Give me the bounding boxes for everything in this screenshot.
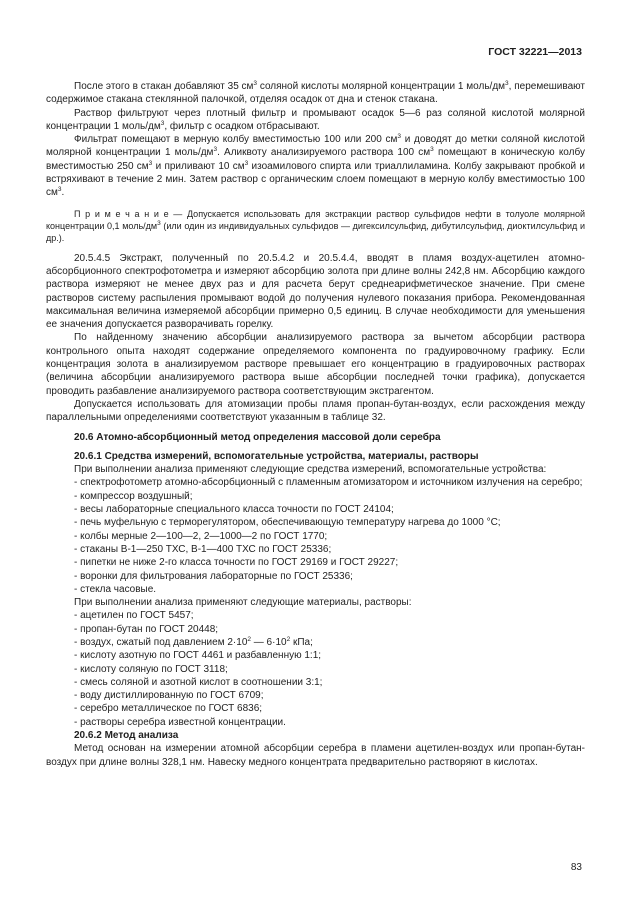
list-item: - весы лабораторные специального класса точности по ГОСТ 24104; [74,504,394,516]
paragraph: Фильтрат помещают в мерную колбу вместимостью 100 или 200 $см^3$ и доводят до метки соляной кислотой молярной концентрации 1 моль/$дм^3$. Аликвоту анализируемого раствора 100 $см^3$ помещают в коническую колбу вместимостью 250 $см^3$ и приливают 10 $см^3$ изоамилового спирта или триаллиламина. Колбу закрывают пробкой и встряхивают в течение 2 мин. Затем раствор с органическим слоем помещают в мерную колбу вместимостью 100 $см^3$. [46,133,585,199]
list-item: - стаканы В-1—250 ТХС, В-1—400 ТХС по ГОСТ 25336; [74,543,332,555]
page-number: 83 [570,862,582,873]
list-item: - кислоту соляную по ГОСТ 3118; [74,663,228,675]
list-item: - пипетки не ниже 2-го класса точности по ГОСТ 29169 и ГОСТ 29227; [74,557,399,569]
paragraph: При выполнении анализа применяют следующие средства измерений, вспомогательные устройства: [74,464,547,476]
list-item: - растворы серебра известной концентрации. [74,716,286,728]
list-item: - смесь соляной и азотной кислот в соотношении 3:1; [74,676,323,688]
document-body [46,80,585,769]
subsection-heading: 20.6.1 Средства измерений, вспомогательные устройства, материалы, растворы [74,450,479,462]
paragraph: По найденному значению абсорбции анализируемого раствора за вычетом абсорбции раствора контрольного опыта находят содержание определяемого компонента по градуировочному графику. Если концентрация золота в анализируемом растворе превышает его концентрацию в градуировочных растворах (величина абсорбции анализируемого раствора выше абсорбции последней точки графика), допускается проводить разбавление анализируемого раствора соответствующим экстрагентом. [46,332,585,397]
subsection-heading: 20.6.2 Метод анализа [74,730,179,742]
note: П р и м е ч а н и е — Допускается использовать для экстракции раствор сульфидов нефти в толуоле молярной концентрации 0,1 моль/$дм^3$ (или один из индивидуальных сульфидов — дигексилсульфид, дибутилсульфид, диоктилсульфид и др.). [46,208,585,243]
list-item: - компрессор воздушный; [74,490,193,502]
list-item: - стекла часовые. [74,583,157,595]
section-heading: 20.6 Атомно-абсорбционный метод определения массовой доли серебра [74,431,441,443]
list-item: - спектрофотометр атомно-абсорбционный с пламенным атомизатором и источником излучения на серебро; [74,477,583,489]
standard-header: ГОСТ 32221—2013 [488,46,582,58]
paragraph: После этого в стакан добавляют 35 $см^3$ соляной кислоты молярной концентрации 1 моль/$дм^3$, перемешивают содержимое стакана стеклянной палочкой, отделяя осадок от дна и стенок стакана. [46,80,585,106]
list-item: - кислоту азотную по ГОСТ 4461 и разбавленную 1:1; [74,650,322,662]
list-item: - колбы мерные 2—100—2, 2—1000—2 по ГОСТ 1770; [74,530,328,542]
list-item: - воду дистиллированную по ГОСТ 6709; [74,690,264,702]
list-item: - ацетилен по ГОСТ 5457; [74,610,194,622]
list-item: - печь муфельную с терморегулятором, обеспечивающую температуру нагрева до 1000 °С; [74,517,501,529]
paragraph: Раствор фильтруют через плотный фильтр и промывают осадок 5—6 раз соляной кислотой молярной концентрации 1 моль/$дм^3$, фильтр с осадком отбрасывают. [46,107,585,132]
list-item: - воздух, сжатый под давлением $2\cdot 10^2$ — $6\cdot 10^2$ кПа; [74,635,313,648]
paragraph: При выполнении анализа применяют следующие материалы, растворы: [74,597,412,609]
paragraph: Допускается использовать для атомизации пробы пламя пропан-бутан-воздух, если расхождения между параллельными определениями соответствуют указанным в таблице 32. [46,398,585,424]
paragraph: Метод основан на измерении атомной абсорбции серебра в пламени ацетилен-воздух или пропан-бутан-воздух при длине волны 328,1 нм. Навеску медного концентрата предварительно растворяют в кислотах. [46,743,585,768]
list-item: - воронки для фильтрования лабораторные по ГОСТ 25336; [74,570,353,582]
list-item: - пропан-бутан по ГОСТ 20448; [74,623,219,635]
list-item: - серебро металлическое по ГОСТ 6836; [74,703,263,715]
paragraph: 20.5.4.5 Экстракт, полученный по 20.5.4.2 и 20.5.4.4, вводят в пламя воздух-ацетилен атомно-абсорбционного спектрофотометра и измеряют абсорбцию золота при длине волны 242,8 нм. Абсорбцию каждого раствора измеряют не менее двух раз и для расчета берут среднеарифметическое значение. При смене растворов систему распыления промывают водой до получения нулевого показания прибора. Рекомендованная максимальная величина измеряемой абсорбции примерно 0,5 единиц. В случае необходимости для уменьшения ее значения допускается разворачивать горелку. [46,252,585,331]
